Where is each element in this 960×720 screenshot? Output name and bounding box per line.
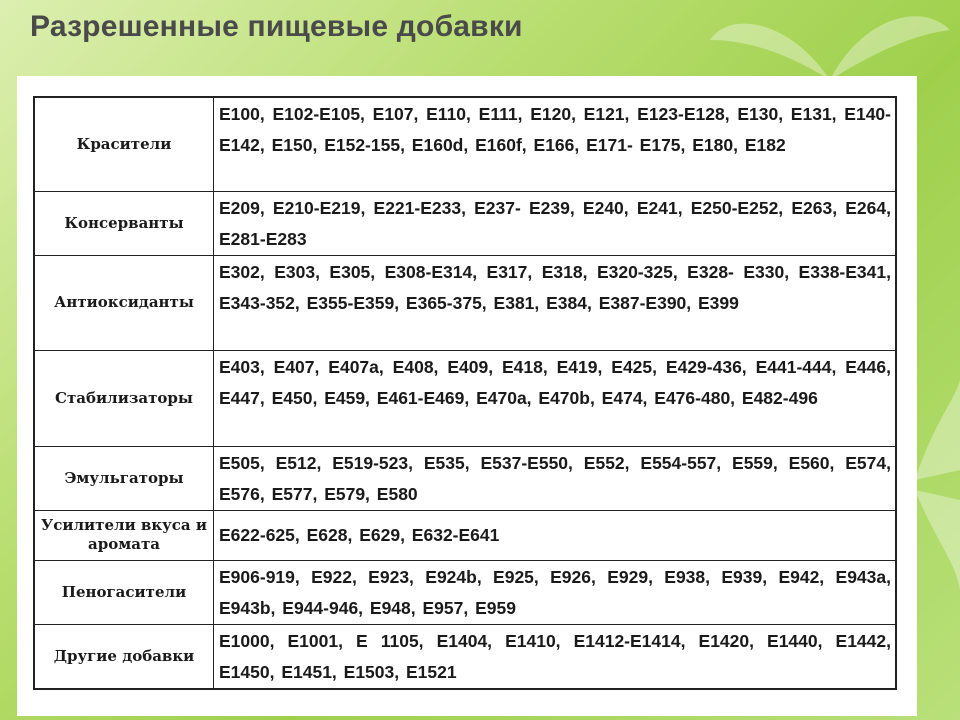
codes-cell: Е505, Е512, Е519-523, Е535, Е537-Е550, Е552, Е554-557, Е559, Е560, Е574, Е576, Е577, Е579, Е580 [214,446,897,510]
codes-cell: Е1000, Е1001, Е 1105, Е1404, Е1410, Е1412-Е1414, Е1420, Е1440, Е1442, Е1450, Е1451, Е1503, Е1521 [214,624,897,689]
codes-cell: Е906-919, Е922, Е923, Е924b, Е925, Е926, Е929, Е938, Е939, Е942, Е943а, Е943b, Е944-946, Е948, Е957, Е959 [214,560,897,624]
category-cell: Пеногасители [34,560,214,624]
table-row [34,350,896,446]
category-cell: Консерванты [34,191,214,255]
table-row [34,191,896,255]
table-row [34,446,896,510]
table-row [34,255,896,350]
codes-cell: Е100, Е102-Е105, Е107, Е110, Е111, Е120, Е121, Е123-Е128, Е130, Е131, Е140-Е142, Е150, Е152-155, Е160d, Е160f, Е166, Е171- Е175, Е180, Е182 [214,97,897,191]
category-cell: Стабилизаторы [34,350,214,446]
codes-cell: Е622-625, Е628, Е629, Е632-Е641 [214,510,897,560]
codes-cell: Е209, Е210-Е219, Е221-Е233, Е237- Е239, Е240, Е241, Е250-Е252, Е263, Е264, Е281-Е283 [214,191,897,255]
table-row [34,624,896,689]
table-row [34,560,896,624]
slide-title: Разрешенные пищевые добавки [30,10,523,43]
codes-cell: Е302, Е303, Е305, Е308-Е314, Е317, Е318, Е320-325, Е328- Е330, Е338-Е341, Е343-352, Е355-Е359, Е365-375, Е381, Е384, Е387-Е390, Е399 [214,255,897,350]
category-cell: Усилители вкуса и аромата [34,510,214,560]
category-cell: Эмульгаторы [34,446,214,510]
category-cell: Красители [34,97,214,191]
category-cell: Антиоксиданты [34,255,214,350]
category-cell: Другие добавки [34,624,214,689]
additives-table [33,96,897,690]
table-row [34,510,896,560]
codes-cell: Е403, Е407, Е407а, Е408, Е409, Е418, Е419, Е425, Е429-436, Е441-444, Е446, Е447, Е450, Е459, Е461-Е469, Е470а, Е470b, Е474, Е476-480, Е482-496 [214,350,897,446]
table-row [34,97,896,191]
